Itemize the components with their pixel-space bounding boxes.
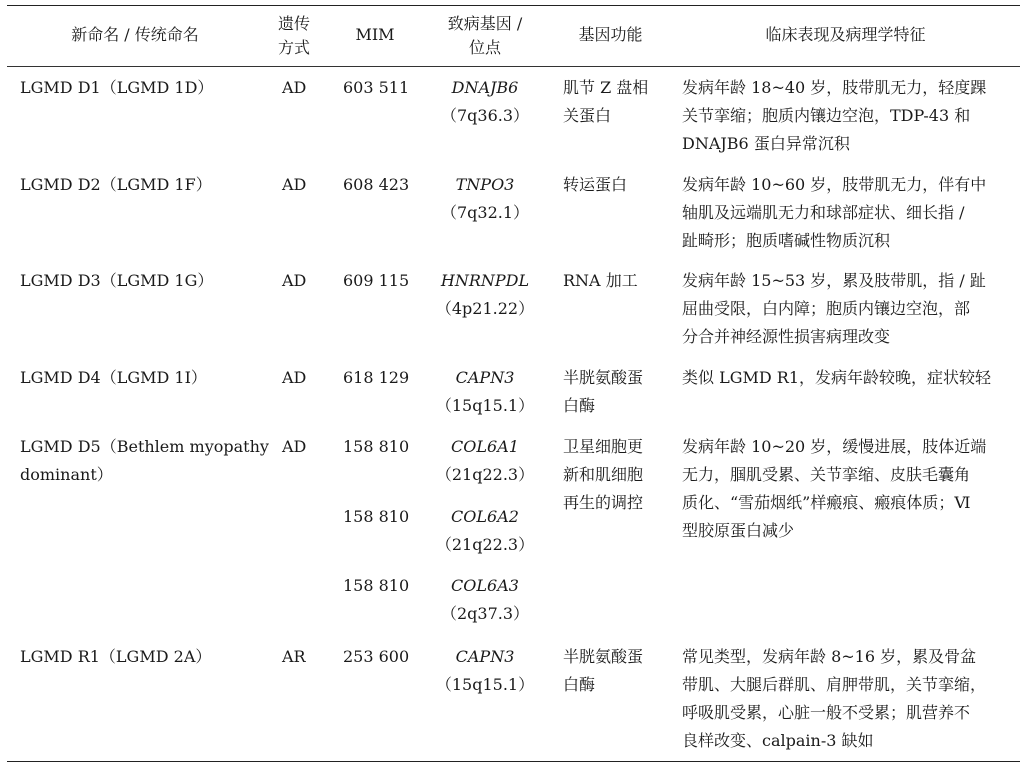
clinical-line: 带肌、大腿后群肌、肩胛带肌，关节挛缩， bbox=[682, 675, 987, 694]
row5-mim-1: 158 810 bbox=[343, 437, 410, 456]
row4-mim: 618 129 bbox=[343, 368, 410, 387]
clinical-line: 良样改变、calpain-3 缺如 bbox=[682, 731, 874, 750]
function-line: 转运蛋白 bbox=[563, 175, 628, 194]
gene-locus: （21q22.3） bbox=[435, 465, 535, 484]
name-line: dominant） bbox=[20, 465, 113, 484]
row1-function bbox=[563, 74, 648, 130]
function-line: 白酶 bbox=[563, 396, 596, 415]
row5-gene-3 bbox=[425, 572, 545, 628]
clinical-line: 型胶原蛋白减少 bbox=[682, 521, 795, 540]
row5-mim-3: 158 810 bbox=[343, 576, 410, 595]
gene-name: DNAJB6 bbox=[451, 78, 519, 97]
clinical-line: 发病年龄 10~60 岁，肢带肌无力，伴有中 bbox=[682, 175, 987, 194]
gene-locus: （7q32.1） bbox=[440, 203, 530, 222]
header-gene-line2: 位点 bbox=[468, 38, 501, 57]
gene-name: CAPN3 bbox=[455, 647, 515, 666]
row6-function bbox=[563, 643, 643, 699]
gene-name: TNPO3 bbox=[455, 175, 515, 194]
row2-gene bbox=[425, 171, 545, 227]
row6-name: LGMD R1（LGMD 2A） bbox=[20, 647, 212, 666]
gene-locus: （4p21.22） bbox=[435, 299, 535, 318]
function-line: 再生的调控 bbox=[563, 493, 644, 512]
clinical-line: 无力，腘肌受累、关节挛缩、皮肤毛囊角 bbox=[682, 465, 971, 484]
row6-inherit: AR bbox=[282, 647, 306, 666]
row5-inherit: AD bbox=[282, 437, 307, 456]
header-name: 新命名 / 传统命名 bbox=[71, 25, 199, 44]
row4-name: LGMD D4（LGMD 1I） bbox=[20, 368, 207, 387]
row5-mim-2: 158 810 bbox=[343, 507, 410, 526]
row1-clinical bbox=[682, 74, 986, 158]
row6-mim: 253 600 bbox=[343, 647, 410, 666]
gene-name: COL6A2 bbox=[451, 507, 519, 526]
clinical-line: 质化、“雪茄烟纸”样瘢痕、瘢痕体质；Ⅵ bbox=[682, 493, 971, 512]
gene-locus: （15q15.1） bbox=[435, 675, 535, 694]
header-gene bbox=[425, 12, 545, 60]
row3-clinical bbox=[682, 267, 986, 351]
clinical-line: 类似 LGMD R1，发病年龄较晚，症状较轻 bbox=[682, 368, 992, 387]
row5-clinical bbox=[682, 433, 986, 545]
name-line: LGMD D5（Bethlem myopathy bbox=[20, 437, 269, 456]
gene-locus: （7q36.3） bbox=[440, 106, 530, 125]
function-line: 白酶 bbox=[563, 675, 596, 694]
clinical-line: DNAJB6 蛋白异常沉积 bbox=[682, 134, 850, 153]
clinical-line: 发病年龄 18~40 岁，肢带肌无力，轻度踝 bbox=[682, 78, 987, 97]
row2-name: LGMD D2（LGMD 1F） bbox=[20, 175, 212, 194]
row3-gene bbox=[425, 267, 545, 323]
row4-clinical bbox=[682, 364, 991, 392]
gene-name: COL6A1 bbox=[451, 437, 519, 456]
row2-mim: 608 423 bbox=[343, 175, 410, 194]
gene-name: COL6A3 bbox=[451, 576, 519, 595]
clinical-line: 发病年龄 10~20 岁，缓慢进展，肢体近端 bbox=[682, 437, 987, 456]
gene-name: HNRNPDL bbox=[440, 271, 530, 290]
row1-name: LGMD D1（LGMD 1D） bbox=[20, 78, 214, 97]
row3-name: LGMD D3（LGMD 1G） bbox=[20, 271, 214, 290]
header-inherit-line2: 方式 bbox=[277, 38, 310, 57]
row3-function bbox=[563, 267, 638, 295]
function-line: 卫星细胞更 bbox=[563, 437, 644, 456]
header-inherit bbox=[262, 12, 326, 60]
row5-name bbox=[20, 433, 269, 489]
row5-gene-1 bbox=[425, 433, 545, 489]
gene-locus: （21q22.3） bbox=[435, 535, 535, 554]
clinical-line: 轴肌及远端肌无力和球部症状、细长指 / bbox=[682, 203, 965, 222]
row2-clinical bbox=[682, 171, 986, 255]
gene-name: CAPN3 bbox=[455, 368, 515, 387]
clinical-line: 关节挛缩；胞质内镶边空泡，TDP-43 和 bbox=[682, 106, 971, 125]
row5-gene-2 bbox=[425, 503, 545, 559]
header-mim: MIM bbox=[355, 25, 395, 44]
row2-function bbox=[563, 171, 627, 199]
clinical-line: 发病年龄 15~53 岁，累及肢带肌，指 / 趾 bbox=[682, 271, 986, 290]
row1-mim: 603 511 bbox=[343, 78, 410, 97]
clinical-line: 屈曲受限，白内障；胞质内镶边空泡，部 bbox=[682, 299, 971, 318]
function-line: 关蛋白 bbox=[563, 106, 612, 125]
row1-gene bbox=[425, 74, 545, 130]
clinical-line: 趾畸形；胞质嗜碱性物质沉积 bbox=[682, 231, 891, 250]
header-rule bbox=[7, 66, 1020, 67]
gene-locus: （15q15.1） bbox=[435, 396, 535, 415]
row3-inherit: AD bbox=[282, 271, 307, 290]
header-inherit-line1: 遗传 bbox=[277, 14, 310, 33]
row4-inherit: AD bbox=[282, 368, 307, 387]
function-line: 半胱氨酸蛋 bbox=[563, 368, 644, 387]
row1-inherit: AD bbox=[282, 78, 307, 97]
clinical-line: 分合并神经源性损害病理改变 bbox=[682, 327, 891, 346]
function-line: 新和肌细胞 bbox=[563, 465, 644, 484]
function-line: 半胱氨酸蛋 bbox=[563, 647, 644, 666]
clinical-line: 呼吸肌受累，心脏一般不受累；肌营养不 bbox=[682, 703, 971, 722]
gene-locus: （2q37.3） bbox=[440, 604, 530, 623]
clinical-line: 常见类型，发病年龄 8~16 岁，累及骨盆 bbox=[682, 647, 977, 666]
row5-function bbox=[563, 433, 643, 517]
header-gene-line1: 致病基因 / bbox=[447, 14, 523, 33]
function-line: 肌节 Z 盘相 bbox=[563, 78, 649, 97]
function-line: RNA 加工 bbox=[563, 271, 638, 290]
row6-clinical bbox=[682, 643, 986, 755]
header-function: 基因功能 bbox=[578, 25, 643, 44]
row3-mim: 609 115 bbox=[343, 271, 410, 290]
row2-inherit: AD bbox=[282, 175, 307, 194]
header-clinical: 临床表现及病理学特征 bbox=[765, 25, 926, 44]
row4-gene bbox=[425, 364, 545, 420]
row4-function bbox=[563, 364, 643, 420]
row6-gene bbox=[425, 643, 545, 699]
